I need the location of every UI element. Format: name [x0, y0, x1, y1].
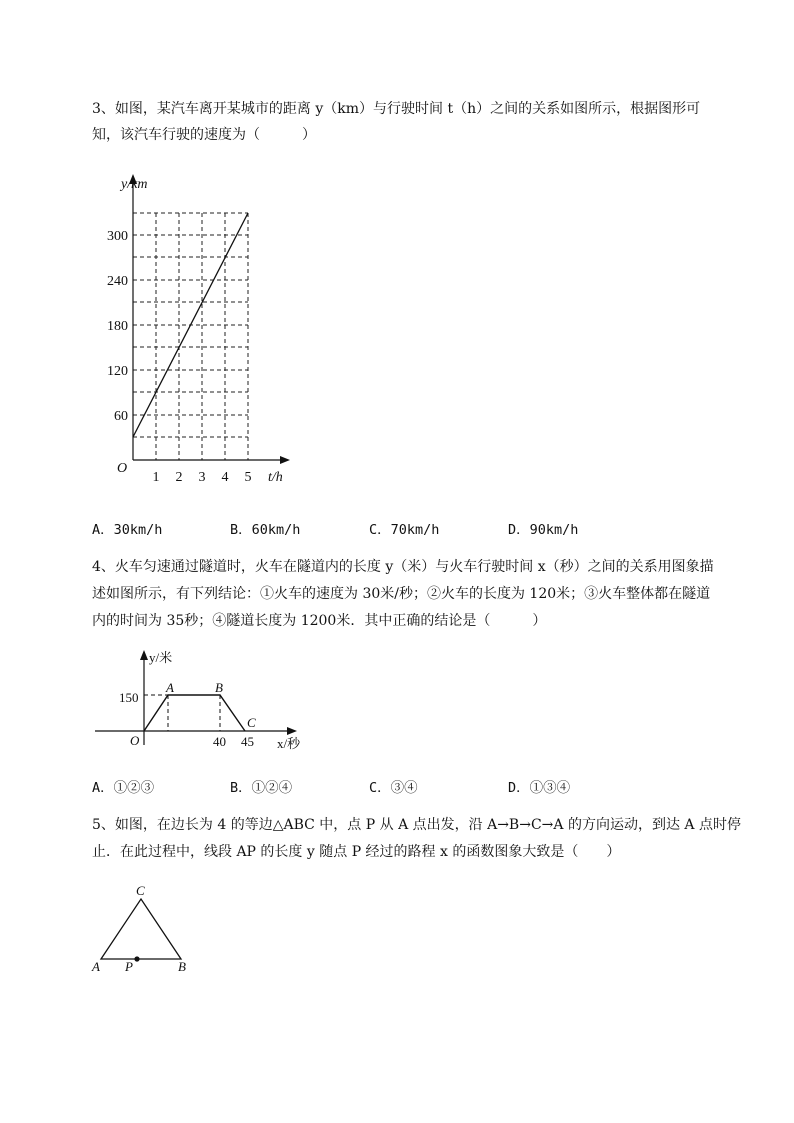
- q5-triangle: [101, 899, 181, 959]
- q3-option-c[interactable]: C．70km/h: [369, 522, 440, 538]
- q5-label-c: C: [136, 883, 145, 898]
- q3-text-line2: 知，该汽车行驶的速度为（ ）: [92, 127, 316, 143]
- q3-xtick: 2: [175, 470, 183, 485]
- q4-origin: O: [130, 733, 140, 748]
- q5-text-line1: 5、如图，在边长为 4 的等边△ABC 中，点 P 从 A 点出发，沿 A→B→C→A 的方向运动，到达 A 点时停: [92, 817, 741, 833]
- q3-ytick: 180: [107, 319, 128, 334]
- q3-ytick: 60: [114, 409, 128, 424]
- q3-ylabel: y/km: [121, 177, 148, 192]
- q4-point-c: C: [247, 715, 256, 730]
- q3-option-d[interactable]: D．90km/h: [508, 522, 579, 538]
- q5-label-b: B: [178, 959, 186, 974]
- q3-text-line1: 3、如图，某汽车离开某城市的距离 y（km）与行驶时间 t（h）之间的关系如图所示，根据图形可: [92, 101, 701, 117]
- q3-option-b[interactable]: B．60km/h: [230, 522, 301, 538]
- q4-point-a: A: [166, 680, 174, 695]
- q3-xtick: 4: [221, 470, 229, 485]
- q4-graph-line: [144, 695, 245, 731]
- q5-label-a: A: [92, 959, 100, 974]
- q5-point-p-dot: [134, 956, 139, 961]
- q3-xlabel: t/h: [268, 470, 283, 485]
- q3-ytick: 120: [107, 364, 128, 379]
- q5-label-p: P: [125, 959, 133, 974]
- q4-ylabel: y/米: [149, 650, 173, 665]
- q4-xtick-40: 40: [213, 734, 226, 749]
- q5-triangle-figure: [88, 880, 198, 980]
- q4-option-d[interactable]: D．①③④: [508, 780, 571, 796]
- q4-text-line1: 4、火车匀速通过隧道时，火车在隧道内的长度 y（米）与火车行驶时间 x（秒）之间的关系用图象描: [92, 559, 714, 575]
- q4-text-line3: 内的时间为 35秒；④隧道长度为 1200米．其中正确的结论是（ ）: [92, 613, 547, 629]
- q4-text-line2: 述如图所示，有下列结论：①火车的速度为 30米/秒；②火车的长度为 120米；③火车整体都在隧道: [92, 586, 711, 602]
- q3-origin: O: [117, 461, 128, 476]
- q3-xtick: 3: [198, 470, 206, 485]
- q3-ytick: 300: [107, 229, 128, 244]
- q4-xtick-45: 45: [241, 734, 254, 749]
- q4-ytick: 150: [119, 690, 139, 705]
- q3-ytick: 240: [107, 274, 128, 289]
- q5-text-line2: 止．在此过程中，线段 AP 的长度 y 随点 P 经过的路程 x 的函数图象大致是（ ）: [92, 844, 621, 860]
- q4-option-c[interactable]: C．③④: [369, 780, 418, 796]
- q4-option-b[interactable]: B．①②④: [230, 780, 293, 796]
- q4-xlabel: x/秒: [277, 736, 301, 751]
- q4-graph: [92, 645, 312, 755]
- q3-xtick: 1: [152, 470, 160, 485]
- q4-point-b: B: [215, 680, 223, 695]
- q4-option-a[interactable]: A．①②③: [92, 780, 155, 796]
- q3-grid: [133, 213, 248, 460]
- q3-graph: [100, 170, 320, 490]
- q3-option-a[interactable]: A．30km/h: [92, 522, 163, 538]
- q3-xtick: 5: [244, 470, 252, 485]
